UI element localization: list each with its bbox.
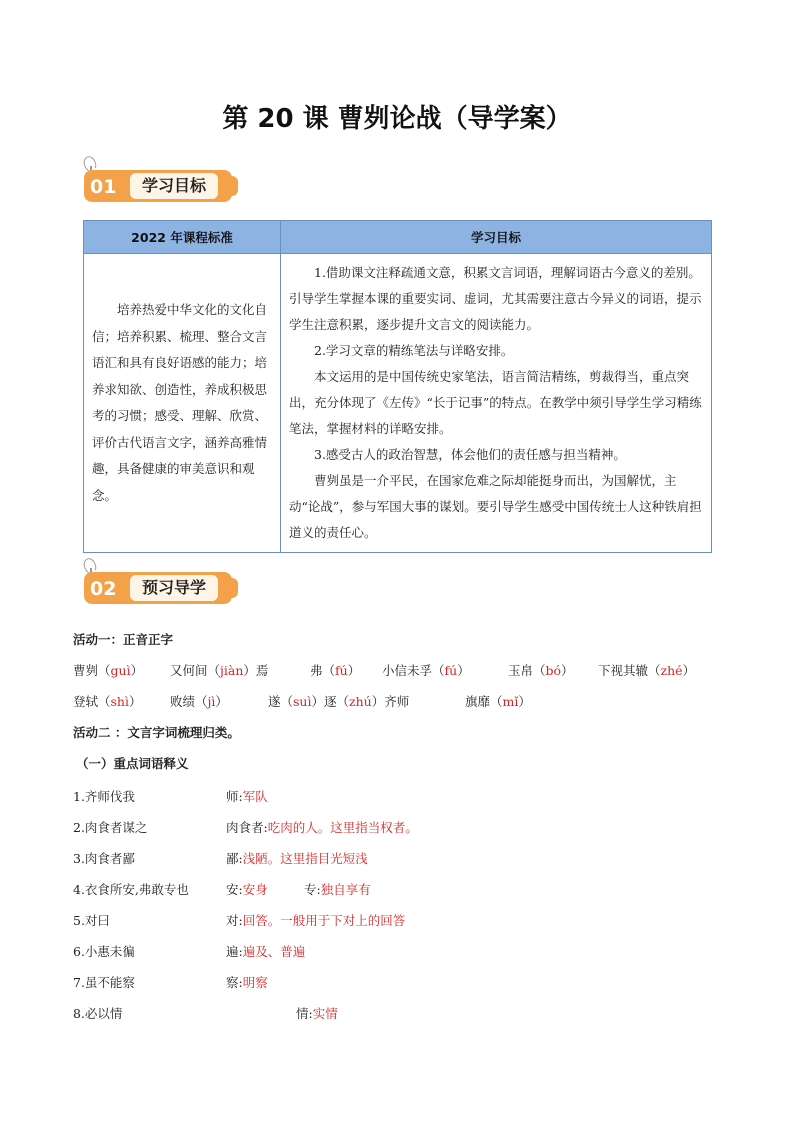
pinyin-item: 登轼（shì） (73, 694, 142, 709)
vocab-phrase: 7.虽不能察 (73, 975, 135, 990)
vocab-phrase: 4.衣食所安,弗敢专也 (73, 882, 189, 897)
goal-paragraph: 1.借助课文注释疏通文意，积累文言词语，理解词语古今意义的差别。引导学生掌握本课的重要实词、虚词，尤其需要注意古今异义的词语，提示学生注意积累，逐步提升文言文的阅读能力。 (289, 265, 702, 332)
goal-paragraph: 2.学习文章的精练笔法与详略安排。 (314, 343, 514, 358)
page-title: 第 20 课 曹刿论战（导学案） (222, 104, 572, 134)
standard-cell: 培养热爱中华文化的文化自信；培养积累、梳理、整合文言语汇和具有良好语感的能力；培养求知欲、创造性，养成积极思考的习惯；感受、理解、欣赏、评价古代语言文字，涵养高雅情趣，具备健康的审美意识和观念。 (84, 254, 281, 553)
goals-cell (281, 254, 712, 553)
vocab-phrase: 2.肉食者谋之 (73, 820, 148, 835)
vocab-definition: 安:安身 (226, 882, 268, 897)
vocab-definition: 鄙:浅陋。这里指目光短浅 (226, 851, 368, 866)
vocab-phrase: 1.齐师伐我 (73, 789, 135, 804)
vocab-definition: 师:军队 (226, 789, 268, 804)
section-label: 预习导学 (130, 575, 218, 601)
activity1-heading: 活动一：正音正字 (73, 632, 174, 647)
section-badge-preview (84, 566, 232, 606)
goals-table (83, 220, 712, 553)
header-goals: 学习目标 (281, 221, 712, 254)
pinyin-item: 败绩（jì） (170, 694, 228, 709)
vocab-definition: 对:回答。一般用于下对上的回答 (226, 913, 406, 928)
vocab-definition: 肉食者:吃肉的人。这里指当权者。 (226, 820, 418, 835)
pinyin-item: 小信未孚（fú） (382, 663, 470, 678)
table-header-row (84, 221, 712, 254)
activity2-heading: 活动二 ：文言字词梳理归类。 (73, 725, 240, 740)
goal-paragraph: 3.感受古人的政治智慧，体会他们的责任感与担当精神。 (314, 447, 626, 462)
vocab-phrase: 3.肉食者鄙 (73, 851, 135, 866)
pinyin-item: 旗靡（mǐ） (465, 694, 531, 709)
pinyin-item: 玉帛（bó） (508, 663, 574, 678)
vocab-phrase: 8.必以情 (73, 1006, 123, 1021)
section-label: 学习目标 (130, 173, 218, 199)
section-badge-goals (84, 164, 232, 204)
vocab-definition: 遍:遍及、普遍 (226, 944, 306, 959)
vocab-definition: 情:实情 (296, 1006, 338, 1021)
vocab-phrase: 5.对曰 (73, 913, 110, 928)
section-number: 02 (90, 578, 117, 600)
pinyin-item: 又何间（jiàn）焉 (170, 663, 269, 678)
goal-paragraph: 本文运用的是中国传统史家笔法，语言简洁精练，剪裁得当，重点突出，充分体现了《左传》“长于记事”的特点。在教学中须引导学生学习精练笔法，掌握材料的详略安排。 (289, 369, 702, 436)
header-standard: 2022 年课程标准 (84, 221, 281, 254)
table-row (84, 254, 712, 553)
activity2-subheading: （一）重点词语释义 (76, 756, 189, 771)
vocab-phrase: 6.小惠未徧 (73, 944, 135, 959)
pinyin-item: 曹刿（guì） (73, 663, 144, 678)
vocab-definition: 专:独自享有 (304, 882, 371, 897)
pinyin-item: 下视其辙（zhé） (598, 663, 696, 678)
goal-paragraph: 曹刿虽是一介平民，在国家危难之际却能挺身而出，为国解忧，主动“论战”，参与军国大事的谋划。要引导学生感受中国传统士人这种铁肩担道义的责任心。 (289, 473, 702, 540)
pinyin-item: 遂（suì）逐（zhú）齐师 (268, 694, 410, 709)
section-number: 01 (90, 176, 117, 198)
pinyin-item: 弗（fú） (310, 663, 361, 678)
vocab-definition: 察:明察 (226, 975, 268, 990)
